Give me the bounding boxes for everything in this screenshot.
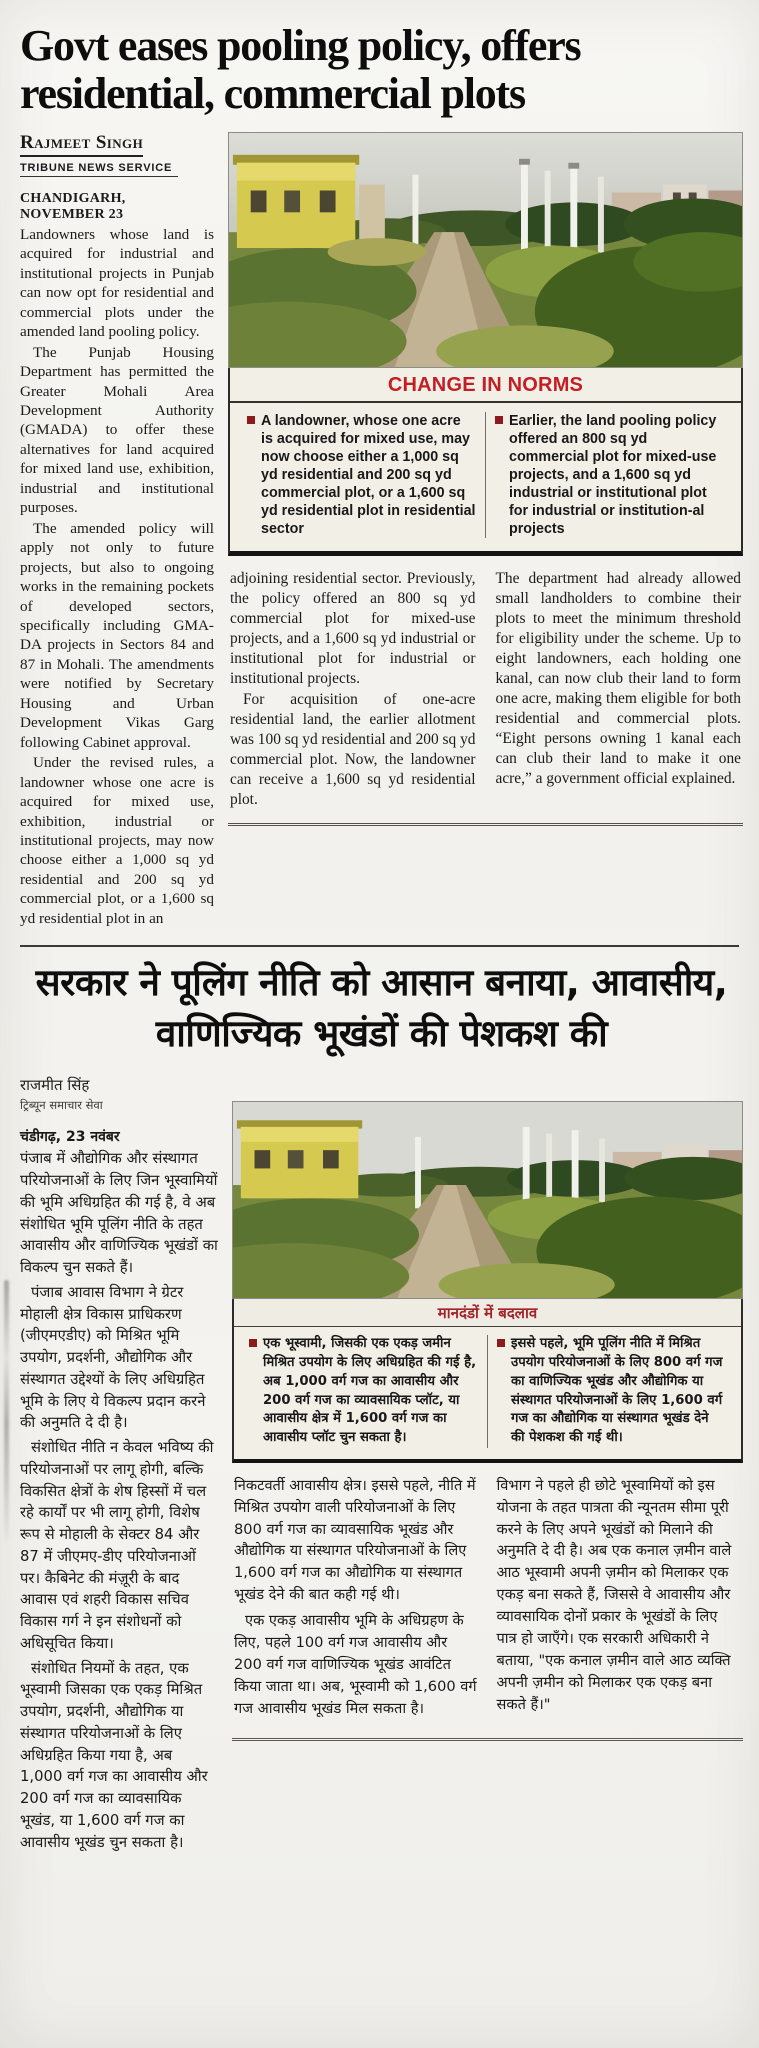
bullet-square-icon [249, 1339, 257, 1347]
hindi-byline-author: राजमीत सिंह [20, 1076, 90, 1095]
photo-illustration [233, 1102, 742, 1298]
norms-bullet-text: एक भूस्वामी, जिसकी एक एकड़ जमीन मिश्रित उपयोग के लिए अधिग्रहित की गई है, अब 1,000 वर्ग गज का आवासीय और 200 वर्ग गज का व्यावसायिक प्लॉट, या आवासीय क्षेत्र में 1,600 वर्ग गज का आवासीय प्लॉट चुन सकता है। [263, 1336, 477, 1445]
english-column-3 [496, 569, 742, 811]
body-paragraph: पंजाब में औद्योगिक और संस्थागत परियोजनाओं के लिए जिन भूस्वामियों की भूमि अधिग्रहित की गई है, वे अब संशोधित भूमि पूलिंग नीति के तहत आवासीय और वाणिज्यिक भूखंडों का विकल्प चुन सकते हैं। [20, 1150, 218, 1277]
hindi-lower-columns [232, 1463, 743, 1741]
body-paragraph: एक एकड़ आवासीय भूमि के अधिग्रहण के लिए, पहले 100 वर्ग गज आवासीय और 200 वर्ग गज वाणिज्यिक भूखंड आवंटित किया जाता था। अब, भूस्वामी को 1,600 वर्ग गज आवासीय भूखंड मिल सकता है। [234, 1612, 477, 1717]
dateline: CHANDIGARH, NOVEMBER 23 [20, 190, 126, 222]
hindi-right-area [232, 1101, 743, 1740]
norms-bullet-item [487, 1335, 735, 1447]
body-paragraph: The Punjab Housing Department has permitted the Greater Mohali Area Development Authority (GMADA) to offer these alternatives for land acquired for mixed land use, exhibition, industrial and institutional purposes. [20, 343, 214, 517]
hindi-article [20, 957, 743, 1856]
section-divider-rule [20, 945, 739, 947]
hindi-article-body [20, 1075, 743, 1856]
english-article [20, 22, 743, 929]
norms-bullet-item [240, 1335, 487, 1447]
hindi-byline [20, 1075, 218, 1113]
body-paragraph: The department had already allowed small landholders to combine their plots to meet the minimum threshold for eligibility under the scheme. Up to eight landowners, each holding one kanal, can now club their land to form one acre, making them eligible for both residential and commercial plots. “Eight persons owning 1 kanal each can club their land to make it one acre,” a government official explained. [495, 569, 741, 788]
body-paragraph: संशोधित नीति न केवल भविष्य की परियोजनाओं पर लागू होगी, बल्कि विकसित क्षेत्रों के शेष हिस्सों में चल रहे कार्यों पर भी लागू होगी, विशेष रूप से मोहाली के सेक्टर 84 और 87 में जीएमए-डीए परियोजनाओं पर। कैबिनेट की मंज़ूरी के बाद आवास एवं शहरी विकास सचिव विकास गर्ग ने इन संशोधनों को अधिसूचित किया। [20, 1439, 214, 1652]
norms-bullet-text: इससे पहले, भूमि पूलिंग नीति में मिश्रित उपयोग परियोजनाओं के लिए 800 वर्ग गज का वाणिज्यिक भूखंड और औद्योगिक या संस्थागत परियोजनाओं के लिए 1,600 वर्ग गज का औद्योगिक या संस्थागत भूखंड देने की पेशकश की गई थी। [511, 1336, 723, 1445]
hindi-norms-box-columns [234, 1327, 741, 1458]
article-photo-hindi [232, 1101, 743, 1299]
body-paragraph: निकटवर्ती आवासीय क्षेत्र। इससे पहले, नीति में मिश्रित उपयोग वाली परियोजनाओं के लिए 800 वर्ग गज का व्यावसायिक भूखंड और औद्योगिक या संस्थागत परियोजनाओं के लिए 1,600 वर्ग गज का औद्योगिक या संस्थागत भूखंड देने की बात कही गई थी। [234, 1476, 476, 1604]
bullet-square-icon [497, 1339, 505, 1347]
hindi-norms-box-title: मानदंडों में बदलाव [234, 1299, 741, 1327]
photo-illustration [229, 133, 742, 367]
english-headline: Govt eases pooling policy, offers residential, commercial plots [20, 21, 581, 118]
byline-author: Rajmeet Singh [20, 132, 143, 157]
body-paragraph: पंजाब आवास विभाग ने ग्रेटर मोहाली क्षेत्र विकास प्राधिकरण (जीएमएडीए) को मिश्रित भूमि उपयोग, प्रदर्शनी, औद्योगिक और संस्थागत उद्देश्यों के लिए अधिग्रहित भूमि के लिए ये विकल्प प्रदान करने की अनुमति दे दी है। [20, 1283, 206, 1432]
body-paragraph: Landowners whose land is acquired for industrial and institutional projects in Punjab can now opt for residential and commercial plots under the amended land pooling policy. [20, 225, 214, 341]
news-agency: TRIBUNE NEWS SERVICE [20, 159, 178, 177]
english-column-1 [20, 132, 214, 929]
english-column-2 [230, 569, 476, 811]
english-right-area [228, 132, 743, 826]
body-paragraph: adjoining residential sector. Previously, the policy offered an 800 sq yd commercial plot for mixed-use projects, and a 1,600 sq yd industrial or institutional plot for industrial or institutional projects. [230, 569, 476, 687]
scan-artifact [4, 1280, 9, 1540]
hindi-column-1 [20, 1075, 218, 1856]
norms-box-columns [230, 403, 741, 551]
byline [20, 132, 214, 177]
hindi-dateline: चंडीगढ़, 23 नवंबर [20, 1129, 120, 1146]
norms-bullet-item [238, 412, 485, 538]
body-paragraph: संशोधित नियमों के तहत, एक भूस्वामी जिसका एक एकड़ मिश्रित उपयोग, प्रदर्शनी, औद्योगिक या संस्थागत परियोजनाओं के लिए अधिग्रहित किया गया है, अब 1,000 वर्ग गज का आवासीय और 200 वर्ग गज का व्यावसायिक भूखंड, या 1,600 वर्ग गज का आवासीय भूखंड चुन सकता है। [20, 1659, 208, 1851]
body-paragraph: For acquisition of one-acre residential land, the earlier allotment was 100 sq yd residential and 200 sq yd commercial plot. Now, the landowner can receive a 1,600 sq yd residential plot. [230, 691, 476, 809]
change-in-norms-box [228, 368, 743, 556]
hindi-headline: सरकार ने पूलिंग नीति को आसान बनाया, आवासीय, वाणिज्यिक भूखंडों की पेशकश की [35, 961, 728, 1056]
hindi-column-3 [497, 1475, 742, 1724]
norms-box-title: CHANGE IN NORMS [230, 368, 741, 403]
norms-bullet-text: Earlier, the land pooling policy offered an 800 sq yd commercial plot for mixed-use projects, and a 1,600 sq yd industrial or institutional plot for industrial or institution-al projects [509, 412, 717, 537]
article-photo [228, 132, 743, 368]
english-article-body [20, 132, 743, 929]
english-lower-columns [228, 556, 743, 826]
body-paragraph: Under the revised rules, a landowner whose one acre is acquired for mixed use, exhibition, industrial or institutional projects, may now choose either a 1,000 sq yd residential and 200 sq yd commercial plot, or a 1,600 sq yd residential plot in an [20, 754, 214, 927]
body-paragraph: The amended policy will apply not only to future projects, but also to ongoing works in the remaining pockets of developed sectors, specifically including GMA-DA projects in Sectors 84 and 87 in Mohali. The amendments were notified by Secretary Housing and Urban Development Vikas Garg following Cabinet approval. [20, 519, 214, 751]
norms-bullet-text: A landowner, whose one acre is acquired for mixed use, may now choose either a 1,000 sq yd residential and 200 sq yd commercial plot, or a 1,600 sq yd residential plot in residential sector [261, 412, 476, 537]
hindi-change-in-norms-box [232, 1299, 743, 1462]
hindi-news-agency: ट्रिब्यून समाचार सेवा [20, 1098, 103, 1113]
norms-bullet-item [485, 412, 733, 538]
body-paragraph: विभाग ने पहले ही छोटे भूस्वामियों को इस योजना के तहत पात्रता की न्यूनतम सीमा पूरी करने के लिए अपने भूखंडों को मिलाने की अनुमति दे दी है। अब एक कनाल ज़मीन वाले आठ भूस्वामी अपनी ज़मीन को मिलाकर एक एकड़ बना सकते हैं, जिससे वे आवासीय और व्यावसायिक दोनों प्रकार के भूखंडों के लिए पात्र हो जाएँगे। एक सरकारी अधिकारी ने बताया, "एक कनाल ज़मीन वाले आठ व्यक्ति अपनी ज़मीन को मिलाकर एक एकड़ बना सकते हैं।" [496, 1476, 732, 1713]
hindi-column-2 [234, 1475, 479, 1724]
bullet-square-icon [247, 416, 255, 424]
bullet-square-icon [495, 416, 503, 424]
